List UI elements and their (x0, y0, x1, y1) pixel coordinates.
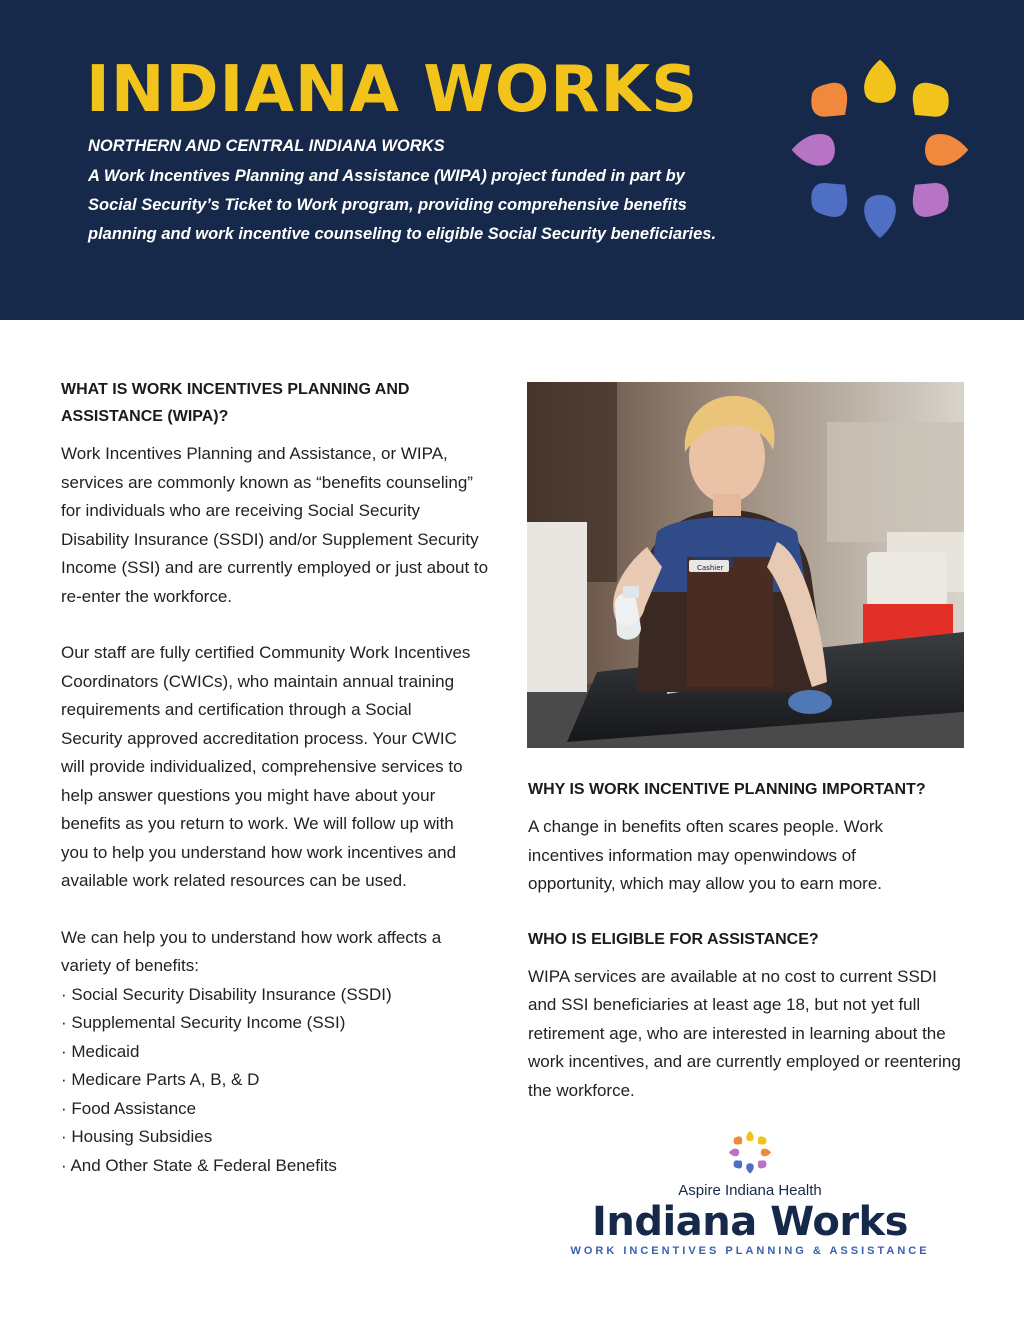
list-item: · Food Assistance (61, 1098, 197, 1118)
cashier-illustration (527, 382, 964, 748)
why-heading: WHY IS WORK INCENTIVE PLANNING IMPORTANT? (528, 781, 926, 798)
flower-logo-icon (788, 56, 972, 240)
list-item: · Medicare Parts A, B, & D (61, 1070, 260, 1089)
flower-logo-small-icon (728, 1128, 772, 1176)
wipa-paragraph-1: Work Incentives Planning and Assistance, or WIPA, services are commonly known as “benefits counseling” for individuals who are receiving Social Security Disability Insurance (SSDI) and/or Supplement Security Income (SSI) and are currently employed or just about to re-enter the workforce. (61, 444, 489, 606)
info-right-column (528, 776, 968, 1105)
list-item: · Supplemental Security Income (SSI) (61, 1013, 346, 1032)
cashier-photo (527, 382, 964, 748)
intro-text: A Work Incentives Planning and Assistance (WIPA) project funded in part by Social Security’s Ticket to Work program, providing comprehensive benefits planning and work incentive counseling to eligible Social Security beneficiaries. (88, 167, 717, 243)
benefits-list (61, 981, 501, 1181)
wipa-paragraph-3: We can help you to understand how work affects a variety of benefits: (61, 927, 442, 975)
list-item: · Social Security Disability Insurance (SSDI) (61, 984, 392, 1004)
wipa-section (61, 376, 501, 1180)
petal-top-icon (864, 60, 896, 103)
logo-brand-name: Indiana Works (592, 1199, 908, 1245)
list-item: · And Other State & Federal Benefits (61, 1155, 337, 1175)
logo-org-name: Aspire Indiana Health (678, 1182, 822, 1199)
indiana-works-logo (570, 1128, 930, 1278)
page-title: INDIANA WORKS (86, 53, 699, 127)
wipa-heading: WHAT IS WORK INCENTIVES PLANNING AND ASSISTANCE (WIPA)? (61, 381, 410, 425)
logo-tagline: WORK INCENTIVES PLANNING & ASSISTANCE (570, 1245, 930, 1257)
list-item: · Housing Subsidies (61, 1127, 213, 1146)
page-subtitle: NORTHERN AND CENTRAL INDIANA WORKS (88, 137, 445, 155)
wipa-paragraph-2: Our staff are fully certified Community Work Incentives Coordinators (CWICs), who maintain annual training requirements and certification through a Social Security approved accreditation process. Your CWIC will provide individualized, comprehensive services to help answer questions you might have about your benefits as you return to work. We will follow up with you to help you understand how work incentives and available work related resources can be used. (61, 643, 471, 890)
name-tag-label: Cashier (697, 564, 724, 572)
who-text: WIPA services are available at no cost to current SSDI and SSI beneficiaries at least age 18, but not yet full retirement age, who are interested in learning about the work incentives, and are currently employed or reentering the workforce. (528, 966, 961, 1100)
who-heading: WHO IS ELIGIBLE FOR ASSISTANCE? (528, 930, 819, 948)
why-text: A change in benefits often scares people. Work incentives information may openwindows of opportunity, which may allow you to earn more. (528, 817, 884, 893)
list-item: · Medicaid (61, 1041, 140, 1061)
header-banner (0, 0, 1024, 320)
